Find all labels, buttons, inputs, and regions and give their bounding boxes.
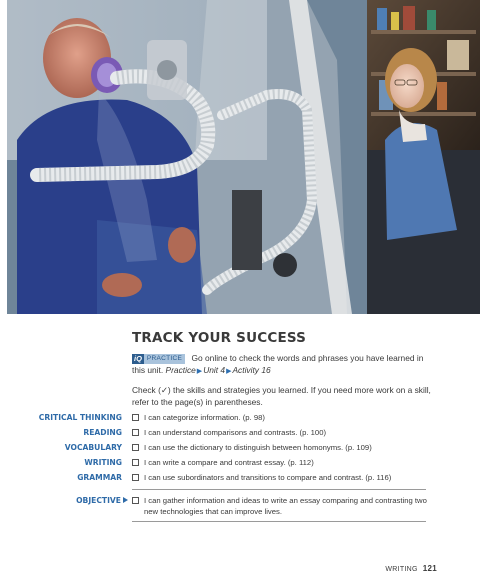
practice-label: PRACTICE xyxy=(144,354,185,364)
skill-row xyxy=(0,442,480,455)
objective-arrow-icon xyxy=(123,497,128,503)
skill-text: I can understand comparisons and contrasts. (p. 100) xyxy=(144,428,327,437)
skill-text: I can use the dictionary to distinguish between homonyms. (p. 109) xyxy=(144,443,372,452)
crumb-activity: Activity 16 xyxy=(232,364,271,375)
skill-checkbox[interactable] xyxy=(132,414,139,421)
skill-checkbox[interactable] xyxy=(132,429,139,436)
unit-photo xyxy=(7,0,480,314)
skill-text: I can use subordinators and transitions to compare and contrast. (p. 116) xyxy=(144,473,392,482)
skill-label: GRAMMAR xyxy=(77,473,122,482)
footer-section: WRITING xyxy=(385,566,418,573)
page-footer xyxy=(385,564,437,573)
objective-checkbox[interactable] xyxy=(132,497,139,504)
crumb-arrow-icon: ▶ xyxy=(196,367,203,375)
objective-label-text: OBJECTIVE xyxy=(76,496,121,505)
divider xyxy=(132,521,426,522)
skill-text: I can categorize information. (p. 98) xyxy=(144,413,265,422)
crumb-unit: Unit 4 xyxy=(203,364,226,375)
skill-label: VOCABULARY xyxy=(64,443,122,452)
skill-row xyxy=(0,472,480,485)
crumb-arrow-icon: ▶ xyxy=(226,367,232,375)
objective-text: I can gather information and ideas to write an essay comparing and contrasting two new technologies that can improve lives. xyxy=(144,496,427,516)
skill-row xyxy=(0,412,480,425)
skill-text: I can write a compare and contrast essay. (p. 112) xyxy=(144,458,314,467)
crumb-practice: Practice xyxy=(165,364,196,375)
skill-label: CRITICAL THINKING xyxy=(38,413,122,422)
skill-label: WRITING xyxy=(84,458,122,467)
iq-practice-text: Go online to check the words and phrases you have learned in this unit. xyxy=(132,353,424,375)
skill-checkbox[interactable] xyxy=(132,459,139,466)
skill-checkbox[interactable] xyxy=(132,474,139,481)
skill-label: READING xyxy=(83,428,122,437)
skill-row xyxy=(0,427,480,440)
photo-illustration xyxy=(7,0,480,314)
iq-logo: iQ xyxy=(134,354,142,363)
practice-crumb xyxy=(166,365,271,375)
page-number: 121 xyxy=(422,564,437,573)
divider xyxy=(132,489,426,490)
skill-row xyxy=(0,457,480,470)
instructions-text: Check (✓) the skills and strategies you learned. If you need more work on a skill, refer to the page(s) in parentheses. xyxy=(132,385,431,407)
objective-label xyxy=(76,495,128,507)
objective-row xyxy=(0,495,480,521)
skill-checkbox[interactable] xyxy=(132,444,139,451)
iq-practice-note xyxy=(132,353,432,377)
iq-practice-badge[interactable] xyxy=(132,354,185,364)
page-title: TRACK YOUR SUCCESS xyxy=(132,330,307,346)
